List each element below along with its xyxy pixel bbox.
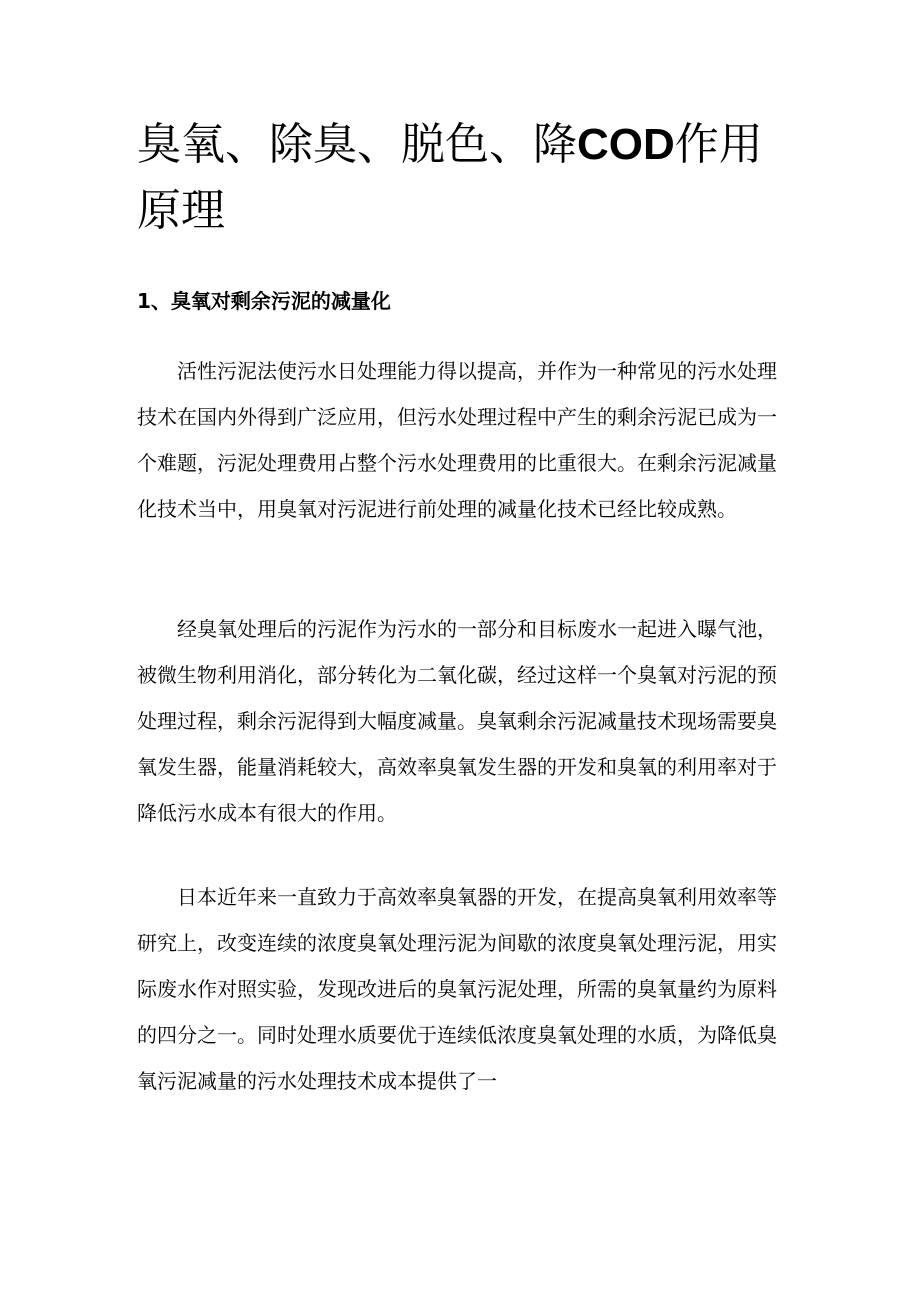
title-text-part2: 作用原理	[137, 119, 763, 236]
title-text-latin: COD	[577, 120, 675, 169]
paragraph-1: 活性污泥法使污水日处理能力得以提高，并作为一种常见的污水处理技术在国内外得到广泛应用，但污水处理过程中产生的剩余污泥已成为一个难题，污泥处理费用占整个污水处理费用的比重很大。在剩余污泥减量化技术当中，用臭氧对污泥进行前处理的减量化技术已经比较成熟。	[137, 359, 777, 521]
title-text-part1: 臭氧、除臭、脱色、降	[137, 119, 577, 170]
section-heading: 1、臭氧对剩余污泥的减量化	[137, 289, 391, 313]
paragraph-2: 经臭氧处理后的污泥作为污水的一部分和目标废水一起进入曝气池，被微生物利用消化，部分转化为二氧化碳，经过这样一个臭氧对污泥的预处理过程，剩余污泥得到大幅度减量。臭氧剩余污泥减量技术现场需要臭氧发生器，能量消耗较大，高效率臭氧发生器的开发和臭氧的利用率对于降低污水成本有很大的作用。	[137, 617, 777, 825]
page-title	[137, 112, 777, 244]
paragraph-3: 日本近年来一直致力于高效率臭氧器的开发，在提高臭氧利用效率等研究上，改变连续的浓度臭氧处理污泥为间歇的浓度臭氧处理污泥，用实际废水作对照实验，发现改进后的臭氧污泥处理，所需的臭氧量约为原料的四分之一。同时处理水质要优于连续低浓度臭氧处理的水质，为降低臭氧污泥减量的污水处理技术成本提供了一	[137, 885, 777, 1093]
